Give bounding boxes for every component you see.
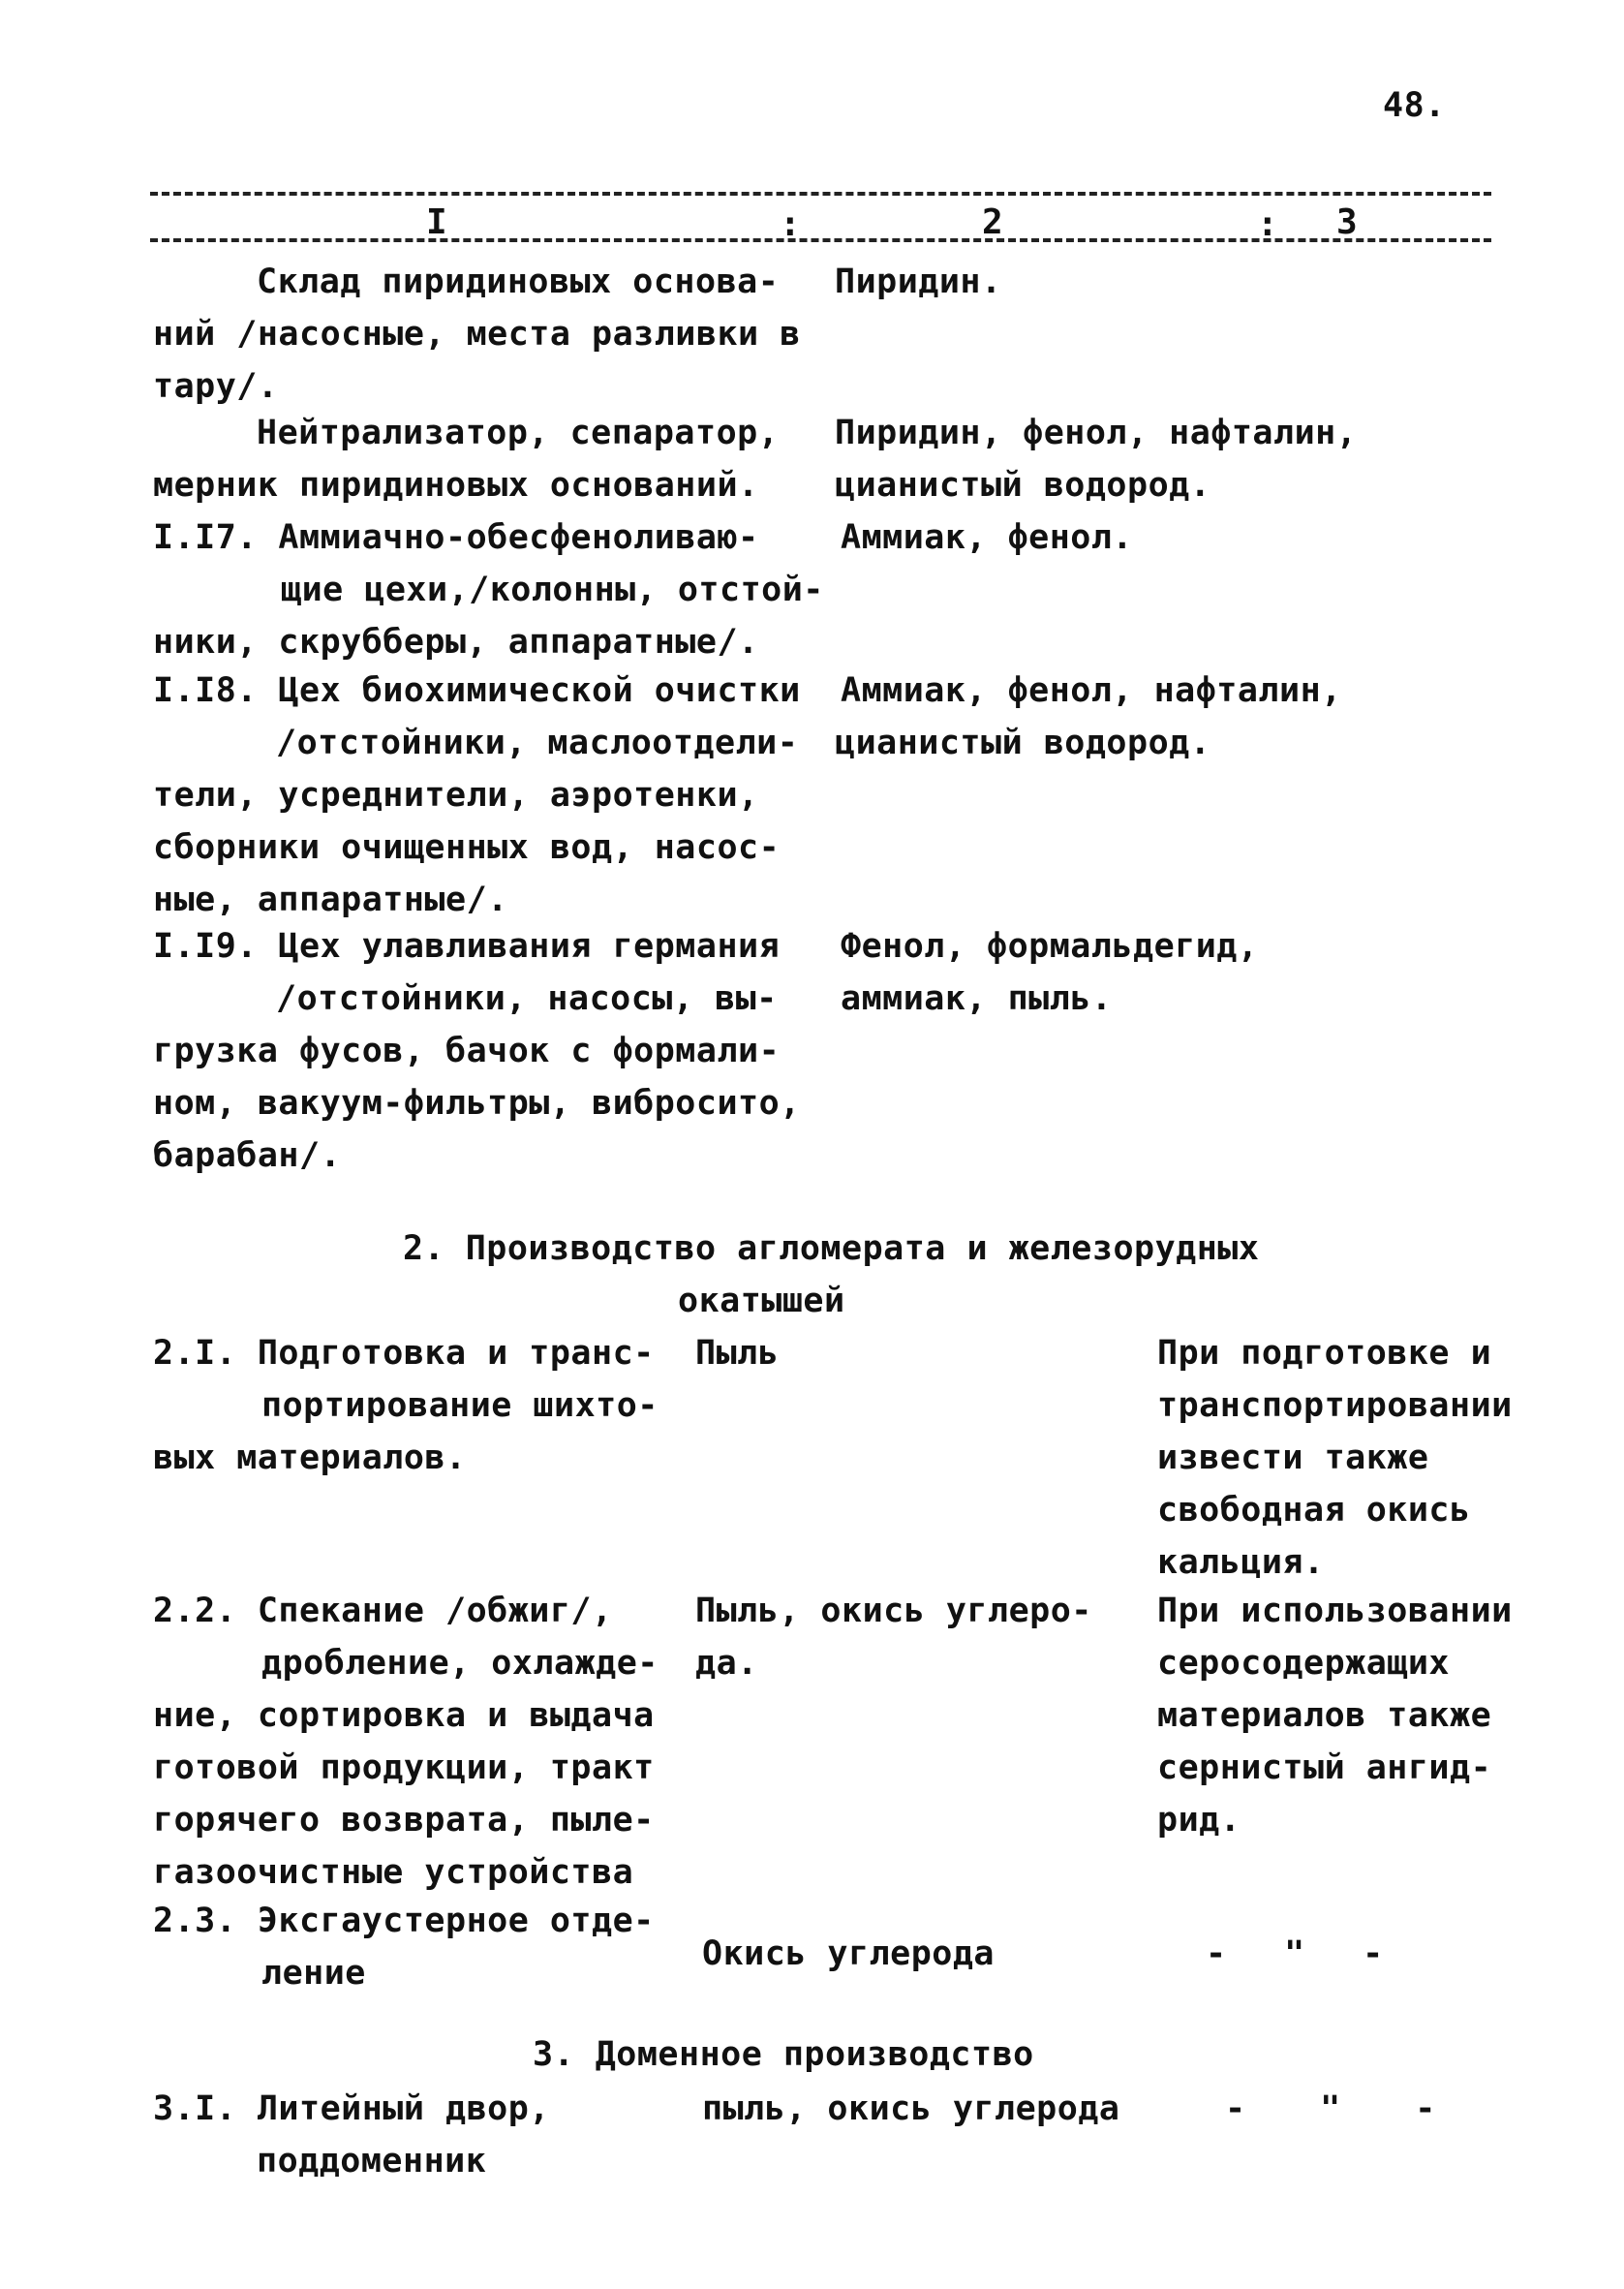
row-2-2-col1: готовой продукции, тракт (153, 1748, 655, 1787)
row-neutralizer-col1: Нейтрализатор, сепаратор, (257, 414, 780, 452)
row-1-17-col1: щие цехи,/колонны, отстой- (281, 571, 824, 609)
row-1-19-col2: аммиак, пыль. (841, 979, 1113, 1018)
row-2-2-col2: Пыль, окись углеро- (695, 1592, 1092, 1630)
header-sep-1: : (780, 204, 801, 244)
row-2-1-col3: При подготовке и (1157, 1334, 1492, 1373)
row-2-1-col3: кальция. (1157, 1543, 1325, 1582)
row-2-2-col3: серосодержащих (1157, 1644, 1451, 1683)
row-1-18-col2: цианистый водород. (835, 724, 1211, 762)
header-col-2: 2 (982, 202, 1003, 242)
row-2-3-col3: -"- (1206, 1934, 1442, 1973)
row-1-19-col1: I.I9. Цех улавливания германия (153, 927, 781, 966)
header-col-3: 3 (1336, 202, 1358, 242)
row-2-1-col2: Пыль (695, 1334, 780, 1373)
row-1-18-col1: ные, аппаратные/. (153, 881, 508, 919)
row-1-18-col1: I.I8. Цех биохимической очистки (153, 671, 801, 710)
row-2-1-col1: вых материалов. (153, 1438, 467, 1477)
header-rule-bottom (150, 238, 1491, 242)
row-3-1-col1: поддоменник (257, 2142, 487, 2181)
row-2-3-col1: 2.3. Эксгаустерное отде- (153, 1902, 655, 1940)
row-2-1-col3: извести также (1157, 1438, 1429, 1477)
row-pyridine-store-col1: Склад пиридиновых основа- (257, 263, 780, 301)
row-neutralizer-col2: цианистый водород. (835, 466, 1211, 505)
row-1-18-col1: тели, усреднители, аэротенки, (153, 776, 759, 815)
row-2-2-col1: горячего возврата, пыле- (153, 1801, 655, 1840)
row-3-1-col1: 3.I. Литейный двор, (153, 2089, 550, 2128)
row-1-18-col2: Аммиак, фенол, нафталин, (841, 671, 1342, 710)
row-2-1-col1: 2.I. Подготовка и транс- (153, 1334, 655, 1373)
row-1-17-col1: I.I7. Аммиачно-обесфеноливаю- (153, 518, 759, 557)
row-2-2-col1: ние, сортировка и выдача (153, 1696, 655, 1735)
row-pyridine-store-col1: ний /насосные, места разливки в (153, 315, 801, 354)
row-2-1-col3: свободная окись (1157, 1491, 1471, 1530)
row-2-2-col2: да. (695, 1644, 758, 1683)
row-1-18-col1: сборники очищенных вод, насос- (153, 828, 781, 867)
row-3-1-col3: - " - (1225, 2089, 1463, 2128)
row-2-2-col3: рид. (1157, 1801, 1241, 1840)
row-pyridine-store-col2: Пиридин. (835, 263, 1002, 301)
row-neutralizer-col2: Пиридин, фенол, нафталин, (835, 414, 1358, 452)
row-2-1-col1: портирование шихто- (261, 1386, 659, 1425)
row-2-2-col1: газоочистные устройства (153, 1853, 634, 1892)
row-1-19-col1: барабан/. (153, 1136, 342, 1175)
row-1-19-col2: Фенол, формальдегид, (841, 927, 1259, 966)
row-neutralizer-col1: мерник пиридиновых оснований. (153, 466, 759, 505)
row-1-19-col1: ном, вакуум-фильтры, вибросито, (153, 1084, 801, 1123)
section-2-title: 2. Производство агломерата и железорудных (403, 1229, 1260, 1268)
row-1-19-col1: /отстойники, насосы, вы- (276, 979, 778, 1018)
header-col-1: I (426, 202, 447, 242)
row-2-1-col3: транспортировании (1157, 1386, 1513, 1425)
row-1-19-col1: грузка фусов, бачок с формали- (153, 1032, 781, 1070)
row-1-17-col1: ники, скрубберы, аппаратные/. (153, 623, 759, 662)
row-1-17-col2: Аммиак, фенол. (841, 518, 1134, 557)
page-number: 48. (1383, 86, 1446, 125)
row-2-3-col2: Окись углерода (702, 1934, 996, 1973)
header-sep-2: : (1257, 204, 1278, 244)
row-2-2-col3: материалов также (1157, 1696, 1492, 1735)
row-pyridine-store-col1: тару/. (153, 367, 279, 406)
section-2-title: окатышей (678, 1282, 845, 1320)
section-3-title: 3. Доменное производство (533, 2035, 1034, 2074)
header-rule-top (150, 192, 1491, 196)
row-3-1-col2: пыль, окись углерода (702, 2089, 1120, 2128)
row-2-2-col1: дробление, охлажде- (261, 1644, 659, 1683)
row-2-2-col3: сернистый ангид- (1157, 1748, 1492, 1787)
row-2-3-col1: ление (261, 1954, 366, 1993)
row-2-2-col3: При использовании (1157, 1592, 1513, 1630)
row-2-2-col1: 2.2. Спекание /обжиг/, (153, 1592, 613, 1630)
row-1-18-col1: /отстойники, маслоотдели- (276, 724, 799, 762)
